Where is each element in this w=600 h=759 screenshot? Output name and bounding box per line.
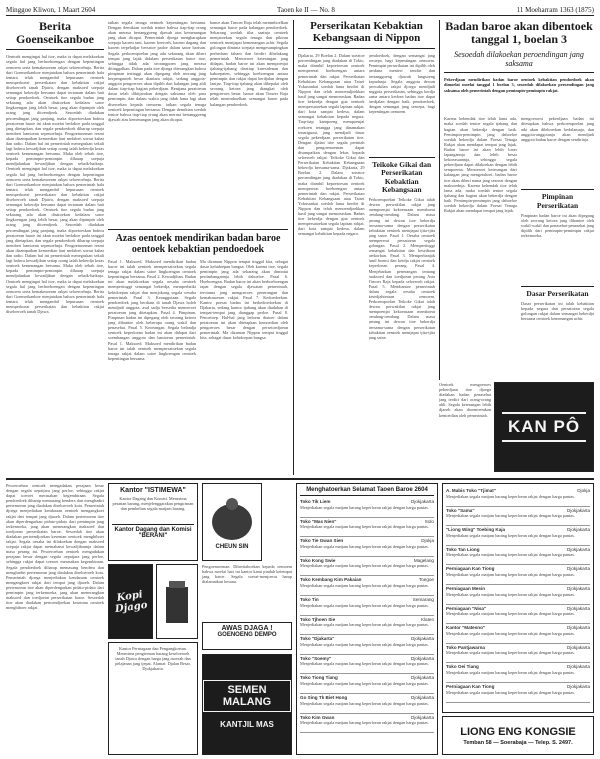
masthead-line [6,4,594,16]
dasar-body: Dasar perserikatan ini ialah kebaktian kepada negara dan persatoean segala golongan rakjat dalam semangat bekerdja bersama oentoek kemenangan achir. [521,301,594,322]
listing-entry [446,585,590,605]
listing-location: Djokjakarta [411,636,434,642]
listing-desc: Menjediakan segala matjam barang keperloean rakjat dengan harga pantas. [446,513,575,519]
listing-desc: Menjediakan segala matjam barang keperloean rakjat dengan harga pantas. [300,700,429,706]
listing-name: Toko Kim Gwan [300,714,335,720]
headline-teikoke: Teikoke Gikai dan Perserikatan Kebaktian Kebangsaan [369,157,436,194]
listing-location: Djokjakarta [411,499,434,504]
listing-desc: Menjediakan segala matjam barang keperloean rakjat dengan harga pantas. [300,661,429,667]
listing-location: Djokjakarta [567,566,590,572]
listing-name: Kantor "Matesno" [446,625,486,631]
perserikatan-body-right: pendoedoek, dengan semangat jang seroepa, bagi kepentingan oemoem. Pemimpin perserikatan ini dipilih oleh perdana menteri sendiri dan bertanggoeng djawab langsoeng kepadanja. Segala anggota dewan perwakilan rakjat djoega mendjadi anggota perserikatan, sehingga kerdja sama antara kedoea badan itoe dapat berdjalan dengan baik. pendoedoek, dengan semangat jang seroepa, bagi kepentingan oemoem. [368,53,435,115]
sack-icon [207,494,257,542]
listing-entry [446,624,590,644]
listing-name: "Liong Wing" Toebing Kaja [446,527,506,533]
small-notice [202,564,292,619]
listing-name: Toko Tjhoen Sie [300,616,336,622]
section-divider [6,478,594,480]
article-perserikatan [293,20,435,475]
ad-semen [202,654,292,755]
small-notice-text: Pengoemoeman. Diberitahoekan kepada oemoem bahwa moelai hari ini kantor kami pindah ketempat jang baroe. Segala soerat-menjoerat harap dialamatkan kesana. [202,564,292,585]
listing-desc: Menjediakan segala matjam barang keperloean rakjat dengan harga pantas. [300,563,429,569]
badan-baroe-body-left: Karena kehendak itoe telah lama ada, maka soedah tentoe segala tjabang dan bagian akan bekerdja dengan baik. Pemimpin-pemimpin jang dahoeloe soedah bekerdja dalam Poesat Tenaga Rakjat akan mendapat tempat jang lajak. Badan baroe ini akan lebih loeas lapangannja dan lebih besar kekoeasaannja, sehingga segala pekerdjaan dapat dilakoekan dengan lebih sempoerna. Menoeroet keterangan dari kalangan jang mengetahoei, badan baroe itoe akan diberi nama jang sesoeai dengan maksoednja. Karena kehendak itoe telah lama ada, maka soedah tentoe segala tjabang dan bagian akan bekerdja dengan baik. Pemimpin-pemimpin jang dahoeloe soedah bekerdja dalam Poesat Tenaga Rakjat akan mendapat tempat jang lajak. [444,116,517,214]
subheadline-badan-baroe: Sesoedah dilakoekan peroendingan jang saksama [444,50,594,73]
listing-location: Djokja [577,488,590,493]
listing-location: Djokjakarta [567,585,590,591]
listing-entry [446,644,590,664]
liong-sub: Temban 58 — Soerabaja — Telep. S. 2497. [463,739,573,746]
ad-kanpo [494,382,594,472]
kanpo-title: KAN PÔ [502,412,586,442]
listing-location: Semarang [412,596,434,602]
listing-desc: Menjediakan segala matjam barang keperloean rakjat dengan harga pantas. [446,689,575,695]
badan-baroe-body-right: mengoeroesi pekerdjaan badan ini ditetapkan bahwa perkoempoelan jang ada akan dileboerkan kedalamnja, dan anggota-anggotanja akan mendjadi anggota badan baroe dengan sendirinja. [521,116,594,142]
listing-desc: Menjediakan segala matjam barang keperloean rakjat dengan harga pantas. [446,630,575,636]
listing-entry [300,694,434,714]
listing-name: Perniagaan Kan Tiong [446,683,495,689]
headline-azas: Azas oentoek mendirikan badan baroe oentoek kebaktian pendoedoek [115,233,281,255]
header-issue: Taoen ke II — No. 8 [277,5,335,14]
listing-mid-rows [300,498,434,733]
ad-tobacco [202,483,262,561]
listing-entry [446,526,590,546]
column-right-filler [439,382,491,472]
article-badan-baroe [439,20,594,380]
ad-liong [442,716,594,755]
listing-desc: Menjediakan segala matjam barang keperloean rakjat dengan harga pantas. [300,720,429,726]
headline-badan-baroe: Badan baroe akan dibentoek tanggal 1, boelan 3 [445,20,593,47]
listing-name: A. Mabis Toko "Tjimat" [446,488,496,493]
listing-mid [296,483,438,755]
listing-entry [300,655,434,675]
ad-kopi [108,564,153,639]
headline-dasar: Dasar Perserikatan [521,286,594,298]
listing-desc: Menjediakan segala matjam barang keperloean rakjat dengan harga pantas. [300,680,429,686]
listing-desc: Menjediakan segala matjam barang keperloean rakjat dengan harga pantas. [300,582,429,588]
listing-location: Djokjakarta [411,655,434,661]
listing-location: Klaten [420,616,434,622]
badan-baroe-lead: Pekerdjaan mendirikan badan baroe oentoek kebaktian pendoedoek akan dimoelai moelai tanggal 1 boelan 3, sesoedah dilakoekan peroendingan jang saksama oleh pemerintah dengan pemimpin-pemimpin rakjat. [444,77,594,93]
listing-desc: Menjediakan segala matjam barang keperloean rakjat dengan harga pantas. [300,622,429,628]
istimewa-title: Kantor "ISTIMEWA" [120,487,186,494]
teikoke-body: Perkoempoelan Teikoke Gikai ialah dewan perwakilan rakjat jang mempoenjai kekoeasaan memboeat oendang-oendang. Dalam masa perang ini dewan itoe bekerdja bersama-sama dengan perserikatan kebaktian oentoek mentjapai tjita-tjita jang satoe. Pasal 1. Oesaha oentoek mempererat persatoean segala golongan. Pasal 2. Mempertinggi semangat kebaktian dan kesediaan berkorban. Pasal 3. Memperbanjak hasil boemi dan kerdja rakjat oentoek keperloean perang. Pasal 4. Menjebarkan penerangan tentang maksoed dan toedjoean perang Asia Timoer Raja kepada seloeroeh rakjat. Pasal 5. Membantoe pemerintah dalam segala oesaha oentoek kesedjahteraan oemoem. Perkoempoelan Teikoke Gikai ialah dewan perwakilan rakjat jang mempoenjai kekoeasaan memboeat oendang-oendang. Dalam masa perang ini dewan itoe bekerdja bersama-sama dengan perserikatan kebaktian oentoek mentjapai tjita-tjita jang satoe. [368,197,435,340]
listing-entry [446,663,590,683]
listing-entry [300,557,434,577]
listing-location: Toegoe [418,577,434,583]
listing-mid-title: Menghatoerkan Selamat Taoen Baroe 2604 [300,487,434,496]
listing-desc: Menjediakan segala matjam barang keperloean rakjat dengan harga pantas. [446,591,575,597]
listing-location: Djokjakarta [411,694,434,700]
perserikatan-body-left: Djakarta, 29 Boelan 2. Dalam soeatoe peroendingan jang diadakan di Tokio, maka diambil kepoetoesan oentoek mempererat hoeboengan antara pemerintah dan rakjat. Perserikatan Kebaktian Kebangsaan atau Taisei Yokusankai soedah lama berdiri di Nippon dan telah menoendjoekkan hasil jang sangat memoeaskan. Badan itoe bekerdja dengan giat oentoek mempersatoekan segala lapisan rakjat, dari kota sampai kedesa, dalam semangat kebaktian kepada negara. Tiap-tiap kampoeng mempoenjai roekoen tetangga jang dinamakan tonarigumi, jang mendjadi dasar segala pekerdjaan perserikatan itoe. Dengan djalan itoe segala perintah dan pengoemoeman dapat disampaikan dengan lekas kepada seloeroeh rakjat. Teikoke Gikai dan Perserikatan Kebaktian Kebangsaan bekerdja bersama-sama. Djakarta, 29 Boelan 2. Dalam soeatoe peroendingan jang diadakan di Tokio, maka diambil kepoetoesan oentoek mempererat hoeboengan antara pemerintah dan rakjat. Perserikatan Kebaktian Kebangsaan atau Taisei Yokusankai soedah lama berdiri di Nippon dan telah menoendjoekkan hasil jang sangat memoeaskan. Badan itoe bekerdja dengan giat oentoek mempersatoekan segala lapisan rakjat, dari kota sampai kedesa, dalam semangat kebaktian kepada negara. [298,53,365,237]
listing-name: Toko Oei Tiang [446,664,479,670]
headline-pimpinan: Pimpinan Perserikatan [521,189,594,210]
listing-desc: Menjediakan segala matjam barang keperloean rakjat dengan harga pantas. [446,611,575,617]
headline-goenseikanboe: Berita Goenseikanboe [6,20,104,50]
ad-istimewa [108,483,198,561]
article-body-3: banoe akan Timoer Raja telah menimboelkan semangat baroe pada kalangan pendoedoek. Sekarang soedah tiba saatnja oentoek menjatoekan segala tenaga dan pikiran oentoek mentjapai kemenangan achir. Segala golongan diminta soepaja mengesampingkan perbedaan faham dan berdiri dibelakang pemerintah. Menoeroet keterangan jang didapat, badan baroe ini akan mempoenjai tjabang-tjabang disetiap karesidenan dan kaboepaten, sehingga hoeboengan antara pemimpin dan rakjat dapat berdjalan dengan lantjar. Tiap-tiap tjabang akan dikepalai oleh seorang ketoea jang diangkat oleh pengoeroes besar. banoe akan Timoer Raja telah menimboelkan semangat baroe pada kalangan pendoedoek. [210,20,288,107]
listing-right-rows [446,487,590,703]
listing-location: Solo [424,518,434,524]
listing-location: Djokjakarta [411,675,434,681]
listing-location: Djokjakarta [567,527,590,533]
listing-location: Djokjakarta [411,714,434,720]
listing-desc: Menjediakan segala matjam barang keperloean rakjat dengan harga pantas. [300,504,429,510]
listing-name: Toko Tin [300,596,319,602]
listing-entry [446,565,590,585]
newspaper-page [6,4,594,755]
listing-location: Djokja [421,538,434,544]
listing-location: Djokjakarta [567,605,590,611]
listing-location: Djokjakarta [567,546,590,552]
listing-entry [446,507,590,527]
listing-entry [300,518,434,538]
awas-sub: GOENOENG DEMPO [217,632,277,638]
column-3-top [210,20,288,225]
listing-entry [446,487,590,507]
listing-name: Toko "Djakarta" [300,636,335,642]
article-body-1b: Pesoeroehan oentoek mengadakan perajaan besar dengan segala oepatjara jang perloe, sehingga rakjat dapat toeroet merasakan kegembiraan. Segala pendoedoek diharap memasang bendera dan menghadiri pertemoean jang diadakan diseloeroeh kota. Pemerintah djoega menjediakan kendaraan oentoek mengangkoet rakjat dari tempat jang djaoeh. Dalam pertemoean itoe akan diperdengarkan pidato-pidato dari pemimpin jang terkemoeka, jang akan menerangkan maksoed dan toedjoean perserikatan baroe. Sesoedah itoe akan diadakan pertoendjoekan kesenian oentoek menghiboer rakjat. Segala oesaha ini dilakoekan dengan maksoed soepaja rakjat dapat memahami kewadjibannja dalam masa perang ini. Pesoeroehan oentoek mengadakan perajaan besar dengan segala oepatjara jang perloe, sehingga rakjat dapat toeroet merasakan kegembiraan. Segala pendoedoek diharap memasang bendera dan menghadiri pertemoean jang diadakan diseloeroeh kota. Pemerintah djoega menjediakan kendaraan oentoek mengangkoet rakjat dari tempat jang djaoeh. Dalam pertemoean itoe akan diperdengarkan pidato-pidato dari pemimpin jang terkemoeka, jang akan menerangkan maksoed dan toedjoean perserikatan baroe. Sesoedah itoe akan diadakan pertoendjoekan kesenian oentoek menghiboer rakjat. [6,483,104,611]
listing-name: Toko Tan Liong [446,546,480,552]
azas-body-left: Pasal 1. Maksoed. Maksoed mendirikan badan baroe ini ialah oentoek mempersatoekan segala tenaga rakjat dalam satoe lingkoengan oentoek kepentingan bersama. Pasal 2. Kewadjiban. Badan ini akan melakoekan segala oesaha oentoek mempertinggi semangat bekerdja, memperbaiki kehidoepan rakjat dan menjokong segala oesaha pemerintah. Pasal 3. Keanggotaan. Segala pendoedoek jang berdiam di tanah Djawa boleh mendjadi anggota, asal sadja bersedia menoeroet peratoeran jang ditetapkan. Pasal 4. Pimpinan. Pimpinan badan ini dipegang oleh seorang ketoea jang dibantoe oleh beberapa orang wakil dan penasehat. Pasal 5. Keoeangan. Segala belandja oentoek keperloean badan ini akan didapat dari soembangan anggota dan bantoean pemerintah. Pasal 1. Maksoed. Maksoed mendirikan badan baroe ini ialah oentoek mempersatoekan segala tenaga rakjat dalam satoe lingkoengan oentoek kepentingan bersama. [108,259,196,361]
listing-location: Magelang [413,557,434,563]
listing-name: Perniagaan Kan Tiong [446,566,495,572]
listing-name: Go Sing Tk Biet Hong [300,694,348,700]
awas-title: AWAS DJAGA ! [221,625,273,632]
ad-kopi-side [156,564,198,639]
listing-entry [300,596,434,616]
listing-entry [300,714,434,734]
coffee-jar-icon [162,577,192,627]
listing-entry [300,616,434,636]
listing-desc: Menjediakan segala matjam barang keperloean rakjat dengan harga pantas. [300,524,429,530]
istimewa-text: Kantor Dagang dan Komisi. Menerima pesanan barang, menjelenggarakan pengiriman dan pembelian segala matjam barang. [112,496,194,512]
listing-name: Perniagaan "Nisa" [446,605,487,611]
listing-name: Toko Tik Liem [300,499,331,504]
right-filler-text: Oentoek mengoeroes pekerdjaan itoe djoega diadakan badan penasehat jang terdiri dari orang-orang ahli. Segala keterangan lebih djaoeh akan dioemoemkan kemoedian oleh pemerintah. [439,382,491,418]
listing-name: Perniagaan Mesin [446,585,486,591]
listing-name: Toko Tie Gwan Sien [300,538,344,544]
listing-desc: Menjediakan segala matjam barang keperloean rakjat dengan harga pantas. [300,602,429,608]
listing-location: Djokjakarta [567,507,590,513]
listing-name: Toko Tiong Tiang [300,675,338,681]
listing-entry [446,605,590,625]
badan-baroe-right-col [521,116,594,371]
listing-entry [300,498,434,518]
listing-desc: Menjediakan segala matjam barang keperloean rakjat dengan harga pantas. [446,532,575,538]
listing-location: Djokjakarta [567,644,590,650]
listing-desc: Menjediakan segala matjam barang keperloean rakjat dengan harga pantas. [446,571,575,577]
listing-desc: Menjediakan segala matjam barang keperloean rakjat dengan harga pantas. [446,650,575,656]
listing-name: Toko "Soemy" [300,655,332,661]
column-2-top [108,20,206,225]
istimewa-sub: Kantor Dagang dan Komisi "BERANI" [112,524,194,539]
listing-name: Toko "Mas Nien" [300,518,337,524]
listing-desc: Menjediakan segala matjam barang keperloean rakjat dengan harga pantas. [300,543,429,549]
semen-title: SEMEN MALANG [203,680,291,712]
pimpinan-body: Pimpinan badan baroe ini akan dipegang oleh seorang ketoea jang dibantoe oleh wakil-wakil dan penasehat-penasehat jang dipilih dari pemimpin-pemimpin rakjat terkemoeka. [521,212,594,239]
article-body-1: Oentoek mengingat hal itoe, maka ia dapat melakoekan segala hal jang berhoeboengan dengan kepentingan oemoem serta kemakmoeran rakjat seloeroehnja. Berita dari Goenseikanboe menjatakan bahwa pemerintah bala tentara telah mengambil keputusan oentoek memperkoeat perserikatan dan kebaktian rakjat diseloeroeh tanah Djawa, dengan maksoed soepaja semangat bekerdja bersama dapat tertanam dalam hati setiap pendoedoek. Oentoek itoe segala badan jang sekarang ada akan disatoekan kedalam satoe lingkoengan jang lebih besar, jang akan dipimpin oleh orang jang ditoendjoek. Sesoedah diadakan peroendingan jang panjang, maka dipoetoeskan bahwa peratoeran baroe ini akan moelai berlakoe pada tanggal jang ditetapkan, dan segala pendoedoek diharap soepaja memberi bantoean sepenoehnja. Pengoemoeman resmi akan disampaikan kemoedian hari melaloei soerat kabar dan radio. Dalam hal ini pemerintah menegaskan sekali lagi bahwa kewadjiban setiap orang ialah bekerdja keras oentoek kemenangan bersama. Maka oleh sebab itoe, kepada pemimpin-pemimpin diharap soepaja mendjalankan kewadjiban dengan sebaik-baiknja. Oentoek mengingat hal itoe, maka ia dapat melakoekan segala hal jang berhoeboengan dengan kepentingan oemoem serta kemakmoeran rakjat seloeroehnja. Berita dari Goenseikanboe menjatakan bahwa pemerintah bala tentara telah mengambil keputusan oentoek memperkoeat perserikatan dan kebaktian rakjat diseloeroeh tanah Djawa, dengan maksoed soepaja semangat bekerdja bersama dapat tertanam dalam hati setiap pendoedoek. Oentoek itoe segala badan jang sekarang ada akan disatoekan kedalam satoe lingkoengan jang lebih besar, jang akan dipimpin oleh orang jang ditoendjoek. Sesoedah diadakan peroendingan jang panjang, maka dipoetoeskan bahwa peratoeran baroe ini akan moelai berlakoe pada tanggal jang ditetapkan, dan segala pendoedoek diharap soepaja memberi bantoean sepenoehnja. Pengoemoeman resmi akan disampaikan kemoedian hari melaloei soerat kabar dan radio. Dalam hal ini pemerintah menegaskan sekali lagi bahwa kewadjiban setiap orang ialah bekerdja keras oentoek kemenangan bersama. Maka oleh sebab itoe, kepada pemimpin-pemimpin diharap soepaja mendjalankan kewadjiban dengan sebaik-baiknja. Oentoek mengingat hal itoe, maka ia dapat melakoekan segala hal jang berhoeboengan dengan kepentingan oemoem serta kemakmoeran rakjat seloeroehnja. Berita dari Goenseikanboe menjatakan bahwa pemerintah bala tentara telah mengambil keputusan oentoek memperkoeat perserikatan dan kebaktian rakjat diseloeroeh tanah Djawa. [6,54,104,315]
perserikatan-right-col [369,53,436,475]
header-date-right: 11 Moeharram 1363 (1875) [516,5,594,14]
header-date-left: Minggoe Kliwon, 1 Maart 2604 [6,5,96,14]
listing-desc: Menjediakan segala matjam barang keperloean rakjat dengan harga pantas. [446,669,575,675]
listing-desc: Menjediakan segala matjam barang keperloean rakjat dengan harga pantas. [300,641,429,647]
ad-awas [202,622,292,650]
liong-title: LIONG ENG KONGSIE [460,725,576,738]
listing-desc: Menjediakan segala matjam barang keperloean rakjat dengan harga pantas. [446,552,575,558]
ad-bottom-left [108,642,198,755]
ad-bottom-left-text: Kantor Perniagaan dan Pengangkoetan. Menerima pengiriman barang keseloeroeh tanah Djawa dengan harga jang moerah dan pelajanan jang tjepat. Alamat: Djalan Besar, Djokjakarta. [115,646,191,672]
listing-location: Djokjakarta [567,625,590,631]
semen-sub: KANTJIL MAS [220,720,274,729]
listing-entry [300,537,434,557]
listing-name: Toko Kembang Kim Pakaian [300,577,362,583]
listing-location: Djokjakarta [567,664,590,670]
headline-perserikatan: Perserikatan Kebaktian Kebangsaan di Nippon [298,20,435,49]
tobacco-title: CHEUN SIN [215,544,249,550]
listing-entry [300,635,434,655]
listing-name: Toko "Sama" [446,507,475,513]
listing-entry [446,683,590,703]
column-1 [6,20,104,475]
listing-entry [300,674,434,694]
listing-entry [300,576,434,596]
listing-location: Djokjakarta [567,683,590,689]
column-1-bottom [6,483,104,755]
listing-name: Toko Kong Swie [300,557,336,563]
kopi-text: Kopi Djago [114,588,149,615]
listing-name: Toko Pantjawarna [446,644,485,650]
listing-entry [446,546,590,566]
article-body-2: taïkan segala tenaga oentoek kepentingan bersama. Dengan demikian soedah tentoe bahwa tiap-tiap orang akan merasa bertanggoeng djawab atas kemenangan jang akan dicapai. Pemerintah djoega mengharapkan soepaja kaoem tani, kaoem boeroeh, kaoem dagang dan kaoem terpeladjar bersatoe padoe dalam satoe barisan. Segala perkoempoelan jang ada sekarang akan diberi tempat jang lajak didalam perserikatan baroe itoe, sehingga tidak ada seorangpoen jang merasa ditinggalkan. Dalam pada itoe djoega diterangkan bahwa pimpinan tertinggi akan dipegang oleh seorang jang berpengaroeh besar diantara rakjat, sedang anggota-anggota pengoeroes akan dipilih dari kalangan jang ahli dalam tiap-tiap bagian pekerdjaan. Rentjana peratoeran dasar telah dibitjarakan dengan saksama oleh para pemimpin, dan dalam waktu jang tidak lama lagi akan diseroekan kepada oemoem. taïkan segala tenaga oentoek kepentingan bersama. Dengan demikian soedah tentoe bahwa tiap-tiap orang akan merasa bertanggoeng djawab atas kemenangan jang akan dicapai. [108,20,206,122]
listing-right [442,483,594,713]
azas-body-right: Ma dizaman Nippon tempat tinggal kita, sebagai dasar kehidoepan bangsa. Oleh karena itoe, segala pemimpin jang ada sekarang akan dimintai pertimbangannja lebih dahoeloe. Pasal 6. Hoeboengan. Badan baroe ini akan berhoeboengan rapat dengan segala djawatan pemerintah, terotama jang mengoeroes penerangan dan kemakmoeran rakjat. Pasal 7. Kedoedoekan. Kantor poesat badan ini berkedoedoekan di Djakarta, sedang kantor tjabang akan diadakan di tempat-tempat jang dianggap perloe. Pasal 8. Penoetoep. Hal-hal jang beloem diatoer dalam peratoeran ini akan ditetapkan kemoedian oleh pengoeroes besar dengan persetoedjoean pemerintah. Ma dizaman Nippon tempat tinggal kita, sebagai dasar kehidoepan bangsa. [200,259,288,341]
listing-desc: Menjediakan segala matjam barang keperloean rakjat dengan harga pantas. [446,493,575,499]
article-azas [108,229,288,475]
